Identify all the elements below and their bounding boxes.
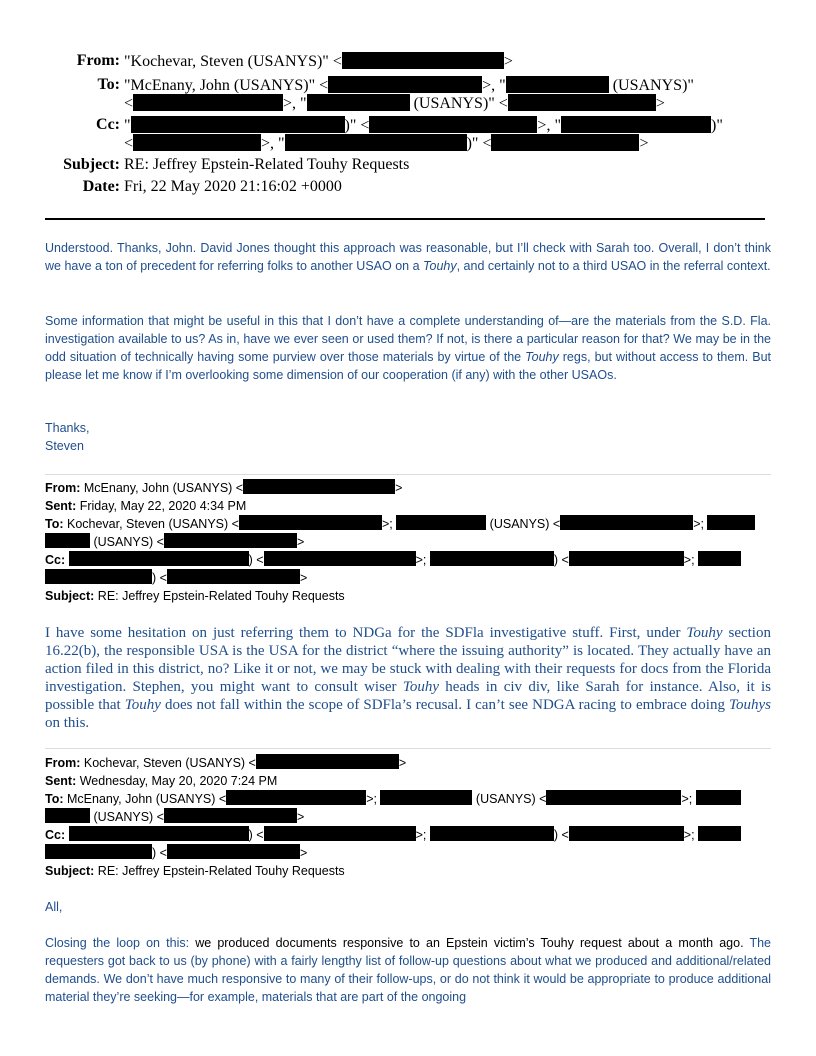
redaction-block [133,94,283,111]
redaction-block [560,515,693,530]
meta-to-label: To: [45,517,64,531]
meta-from-label: From: [45,756,81,770]
message-3-paragraph-1: Closing the loop on this: we produced documents responsive to an Epstein victim’s Touhy request about a month ago. The requesters got back to us (by phone) with a fairly lengthy list of follow-up questions about what we produced and additional/related demands. We don’t have much responsive to many of their follow-ups, or do not think it would be appropriate to produce additional material they’re seeking—for example, materials that are part of the ongoing [45,936,771,1004]
header-divider [45,218,765,220]
redaction-block [256,754,399,769]
header-date-value: Fri, 22 May 2020 21:16:02 +0000 [124,178,342,195]
message-1-paragraph-1: Understood. Thanks, John. David Jones thought this approach was reasonable, but I’ll check with Sarah too. Overall, I don’t think we have a ton of precedent for referring folks to another USAO on a Touhy, and certainly not to a third USAO in the referral context. [45,241,771,273]
message-1-signature: Thanks, Steven [45,421,90,453]
header-cc-text: )" < [466,135,492,152]
header-to-text: >, " [283,95,307,112]
header-cc-text: )" [710,117,723,134]
message-separator [45,474,771,475]
header-to-text: "McEnany, John (USANYS)" < [124,77,329,94]
header-cc-text: >, " [537,117,561,134]
header-date-label: Date: [82,178,120,195]
redaction-block [569,551,684,566]
redaction-block [239,515,382,530]
header-from-label: From: [76,52,120,69]
redaction-block [561,116,711,133]
redaction-block [167,844,300,859]
header-to-text: < [124,95,134,112]
redaction-block [133,134,261,151]
header-cc-text: >, " [261,135,285,152]
message-2-body: I have some hesitation on just referring them to NDGa for the SDFla investigative stuff. First, under Touhy section 16.22(b), the responsible USA is the USA for the district “where the issuing authority” is located. They actually have an action filed in this district, no? Like it or not, we may be stuck with dealing with their requests for docs from the Florida investigation. Stephen, you might want to consult wiser Touhy heads in civ div, like Sarah for instance. Also, it is possible that Touhy does not fall within the scope of SDFla’s recusal. I can’t see NDGA racing to embrace doing Touhys on this. [45,625,771,731]
redaction-block [226,790,366,805]
meta-subject-label: Subject: [45,864,95,878]
redaction-block [430,551,554,566]
redaction-block [69,826,249,841]
meta-cc-label: Cc: [45,828,66,842]
redaction-block [491,134,639,151]
redaction-block [506,76,609,93]
meta-from-label: From: [45,481,81,495]
header-cc-label: Cc: [96,116,120,133]
redaction-block [380,790,472,805]
meta-subject-label: Subject: [45,589,95,603]
redaction-block [167,569,300,584]
redaction-block [243,479,395,494]
message-separator [45,748,771,749]
meta-sent-label: Sent: [45,499,77,513]
header-cc-text: < [124,135,134,152]
redaction-block [430,826,554,841]
meta-sent-label: Sent: [45,774,77,788]
redaction-block [369,116,537,133]
header-cc-text: )" < [344,117,370,134]
header-subject-value: RE: Jeffrey Epstein-Related Touhy Requests [124,156,410,173]
header-to-text: (USANYS)" < [409,95,508,112]
header-cc-text: " [124,117,131,134]
redaction-block [264,551,416,566]
redaction-block [45,844,152,859]
redaction-block [45,569,152,584]
message-1-paragraph-2: Some information that might be useful in this that I don’t have a complete understanding of—are the materials from the S.D. Fla. investigation available to us? As in, have we ever seen or used them? If not, is there a particular reason for that? We may be in the odd situation of technically having some purview over those materials by virtue of the Touhy regs, but without access to them. But please let me know if I’m overlooking some dimension of our cooperation (if any) with the other USAOs. [45,314,772,382]
redaction-block [45,533,90,548]
redaction-block [69,551,249,566]
redaction-block [164,808,297,823]
redaction-block [264,826,416,841]
redaction-block [696,790,741,805]
redaction-block [328,76,482,93]
header-from-value: "Kochevar, Steven (USANYS)" < [124,53,342,70]
redaction-block [396,515,486,530]
redaction-block [707,515,755,530]
redaction-block [45,808,90,823]
redaction-block [285,134,467,151]
redaction-block [342,52,504,69]
redaction-block [698,826,741,841]
header-subject-label: Subject: [63,156,120,173]
redaction-block [508,94,656,111]
meta-to-label: To: [45,792,64,806]
header-to-label: To: [97,76,120,93]
header-to-text: (USANYS)" [608,77,694,94]
header-to-text: >, " [482,77,506,94]
redaction-block [307,94,410,111]
message-3-greeting: All, [45,900,63,914]
redaction-block [164,533,297,548]
redaction-block [546,790,681,805]
redaction-block [698,551,741,566]
meta-cc-label: Cc: [45,553,66,567]
redaction-block [569,826,684,841]
redaction-block [131,116,345,133]
